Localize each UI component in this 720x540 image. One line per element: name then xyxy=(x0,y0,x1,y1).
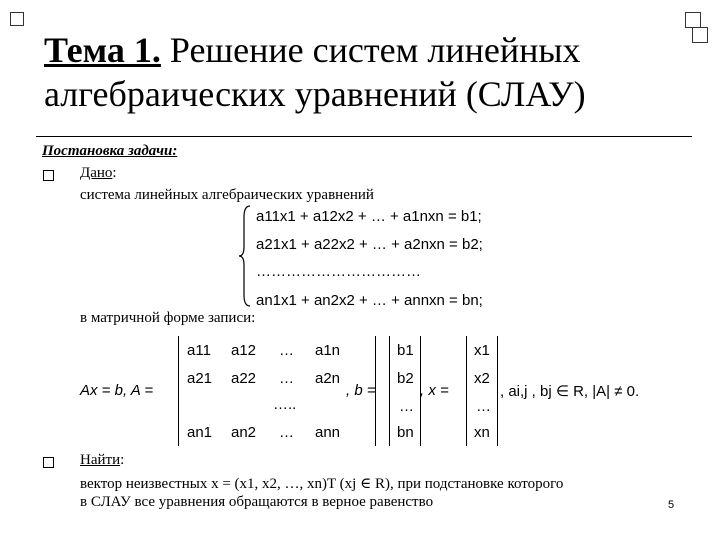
vector-x xyxy=(466,336,498,446)
title-topic: Тема 1. xyxy=(44,30,161,70)
matrix-A-cell: … xyxy=(279,370,294,387)
page-title xyxy=(44,28,674,116)
matrix-A-cell: a1n xyxy=(315,342,341,359)
vector-b-cell: b1 xyxy=(397,342,414,359)
find-label: Найти: xyxy=(80,452,125,468)
matrix-A-cell: an1 xyxy=(187,424,213,441)
bullet-icon xyxy=(43,170,54,181)
decorative-square xyxy=(692,27,708,43)
find-line-2: в СЛАУ все уравнения обращаются в верное равенство xyxy=(80,494,434,510)
matrix-equation-lhs: Ax = b, A = xyxy=(80,382,154,399)
matrix-A-cell: … xyxy=(279,424,294,441)
equation-n: an1x1 + an2x2 + … + annxn = bn; xyxy=(256,292,483,309)
title-line2: алгебраических уравнений (СЛАУ) xyxy=(44,74,586,114)
condition: , ai,j , bj ∈ R, |A| ≠ 0. xyxy=(500,383,640,400)
equation-2: a21x1 + a22x2 + … + a2nxn = b2; xyxy=(256,236,483,253)
matrix-A-cell: ann xyxy=(315,424,341,441)
vector-x-cell: x2 xyxy=(474,370,490,387)
title-divider xyxy=(36,136,692,137)
b-equals: , b = xyxy=(346,382,376,399)
find-line-1: вектор неизвестных x = (x1, x2, …, xn)T (xj ∈ R), при подстановке которого xyxy=(80,476,564,492)
equation-dots: …………………………… xyxy=(256,263,421,280)
bullet-icon xyxy=(43,457,54,468)
given-label: Дано: xyxy=(80,165,117,181)
given-description: система линейных алгебраических уравнений xyxy=(80,187,374,203)
system-brace xyxy=(238,205,254,307)
page-number: 5 xyxy=(668,499,675,511)
vector-b-cell: b2 xyxy=(397,370,414,387)
matrix-A-cell: a21 xyxy=(187,370,213,387)
matrix-A-cell: … xyxy=(279,342,294,359)
title-line1: Решение систем линейных xyxy=(160,30,581,70)
matrix-A-cell: a22 xyxy=(231,370,257,387)
matrix-A-cell: a12 xyxy=(231,342,257,359)
matrix-A-cell: an2 xyxy=(231,424,257,441)
vector-b-cell: … xyxy=(399,398,414,415)
section-heading: Постановка задачи: xyxy=(42,143,178,159)
decorative-square xyxy=(10,12,24,26)
decorative-square xyxy=(685,12,701,28)
matrix-A-cell: a2n xyxy=(315,370,341,387)
vector-x-cell: x1 xyxy=(474,342,490,359)
matrix-A-cell: ….. xyxy=(273,396,297,413)
vector-x-cell: xn xyxy=(474,424,490,441)
matrix-form-label: в матричной форме записи: xyxy=(80,310,256,326)
x-equals: , x = xyxy=(420,382,449,399)
vector-x-cell: … xyxy=(476,398,491,415)
vector-b xyxy=(389,336,421,446)
matrix-A-cell: a11 xyxy=(187,342,211,359)
equation-1: a11x1 + a12x2 + … + a1nxn = b1; xyxy=(256,208,482,225)
vector-b-cell: bn xyxy=(397,424,414,441)
